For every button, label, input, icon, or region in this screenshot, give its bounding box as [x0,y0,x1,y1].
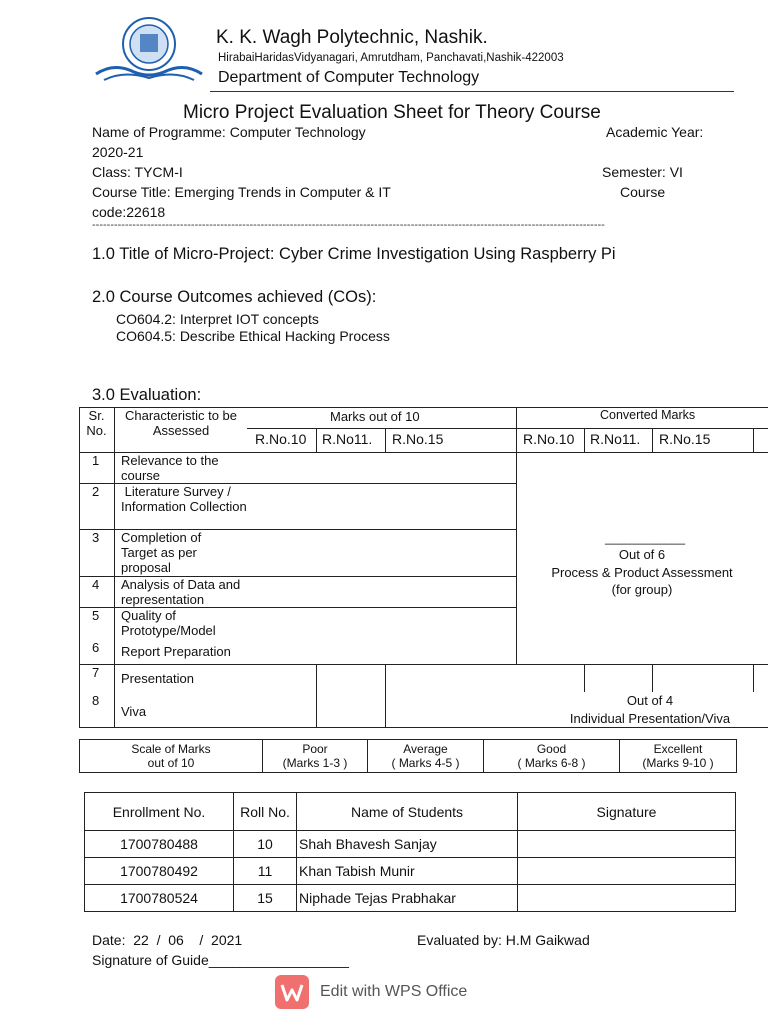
col-sr-no: Sr. No. [86,408,107,438]
date: Date: 22 / 06 / 2021 [92,932,243,948]
group-label: Process & Product Assessment [551,565,733,580]
name-cell: Niphade Tejas Prabhakar [297,885,518,912]
roll-header: R.No11. [590,431,641,447]
signature-cell [518,885,736,912]
co-item: CO604.2: Interpret IOT concepts [116,311,319,327]
table-row [85,885,736,912]
scale-average: Average ( Marks 4-5 ) [368,740,484,773]
enrollment-cell: 1700780492 [85,858,234,885]
evaluated-by: Evaluated by: H.M Gaikwad [417,932,590,948]
indiv-out-of: Out of 4 [626,693,674,708]
row-text: Relevance to the course [121,453,219,483]
col-characteristic: Characteristic to be Assessed [125,408,237,438]
scale-table [79,739,737,773]
dashed-separator: -------------------------------------------------------------------------------------------------------------------------------------------- [92,219,605,231]
roll-header: R.No.10 [523,431,575,447]
course-title: Course Title: Emerging Trends in Computer & IT [92,184,391,200]
sheet-title: Micro Project Evaluation Sheet for Theory Course [183,102,601,123]
edit-with-wps-button[interactable]: Edit with WPS Office [320,983,468,1000]
institute-address: HirabaiHaridasVidyanagari, Amrutdham, Panchavati,Nashik-422003 [218,52,564,64]
wps-w-icon[interactable] [275,975,309,1009]
department-name: Department of Computer Technology [218,69,480,86]
indiv-label: Individual Presentation/Viva [569,711,731,726]
evaluation-heading: 3.0 Evaluation: [92,386,202,404]
roll-header: R.No11. [322,431,373,447]
row-text: Literature Survey / Information Collection [121,484,247,514]
group-sublabel: (for group) [611,582,673,597]
college-logo [94,14,204,84]
row-no: 2 [92,484,100,499]
row-no: 6 [92,640,100,655]
guide-signature: Signature of Guide__________________ [92,952,349,968]
course-label: Course [620,184,666,200]
course-code: code:22618 [92,204,166,220]
name-cell: Shah Bhavesh Sanjay [297,831,518,858]
roll-cell: 11 [234,858,297,885]
col-converted: Converted Marks [600,408,696,422]
institute-name: K. K. Wagh Polytechnic, Nashik. [216,27,488,48]
row-text: Report Preparation [121,644,231,659]
enrollment-cell: 1700780488 [85,831,234,858]
academic-year: 2020-21 [92,144,144,160]
scale-label: Scale of Marks out of 10 [80,740,263,773]
project-title: 1.0 Title of Micro-Project: Cyber Crime Investigation Using Raspberry Pi [92,245,616,263]
col-marks: Marks out of 10 [330,409,420,424]
row-no: 8 [92,693,100,708]
roll-header: R.No.15 [392,431,444,447]
programme-name: Name of Programme: Computer Technology [92,124,366,140]
enrollment-cell: 1700780524 [85,885,234,912]
academic-year-label: Academic Year: [606,124,704,140]
co-item: CO604.5: Describe Ethical Hacking Process [116,328,390,344]
row-no: 3 [92,530,100,545]
row-no: 5 [92,608,100,623]
header-rule [210,91,734,92]
group-blank-line: ____________ [605,531,686,545]
row-no: 7 [92,665,100,680]
roll-header: R.No.15 [659,431,711,447]
row-text: Viva [121,704,147,719]
scale-good: Good ( Marks 6-8 ) [484,740,620,773]
signature-cell [518,858,736,885]
name-cell: Khan Tabish Munir [297,858,518,885]
row-text: Presentation [121,671,194,686]
header-signature: Signature [518,793,736,831]
row-text: Completion of Target as per proposal [121,530,202,575]
row-text: Quality of Prototype/Model [121,608,216,638]
row-no: 1 [92,453,100,468]
header-roll: Roll No. [234,793,297,831]
scale-excellent: Excellent (Marks 9-10 ) [620,740,737,773]
row-no: 4 [92,577,100,592]
header-enrollment: Enrollment No. [85,793,234,831]
row-text: Analysis of Data and representation [121,577,241,607]
header-name: Name of Students [297,793,518,831]
table-row [85,858,736,885]
roll-header: R.No.10 [255,431,307,447]
signature-cell [518,831,736,858]
co-heading: 2.0 Course Outcomes achieved (COs): [92,288,377,306]
table-row [85,831,736,858]
class-name: Class: TYCM-I [92,164,183,180]
students-table [84,792,736,912]
semester: Semester: VI [602,164,683,180]
group-out-of: Out of 6 [618,547,666,562]
roll-cell: 10 [234,831,297,858]
roll-cell: 15 [234,885,297,912]
scale-poor: Poor (Marks 1-3 ) [263,740,368,773]
